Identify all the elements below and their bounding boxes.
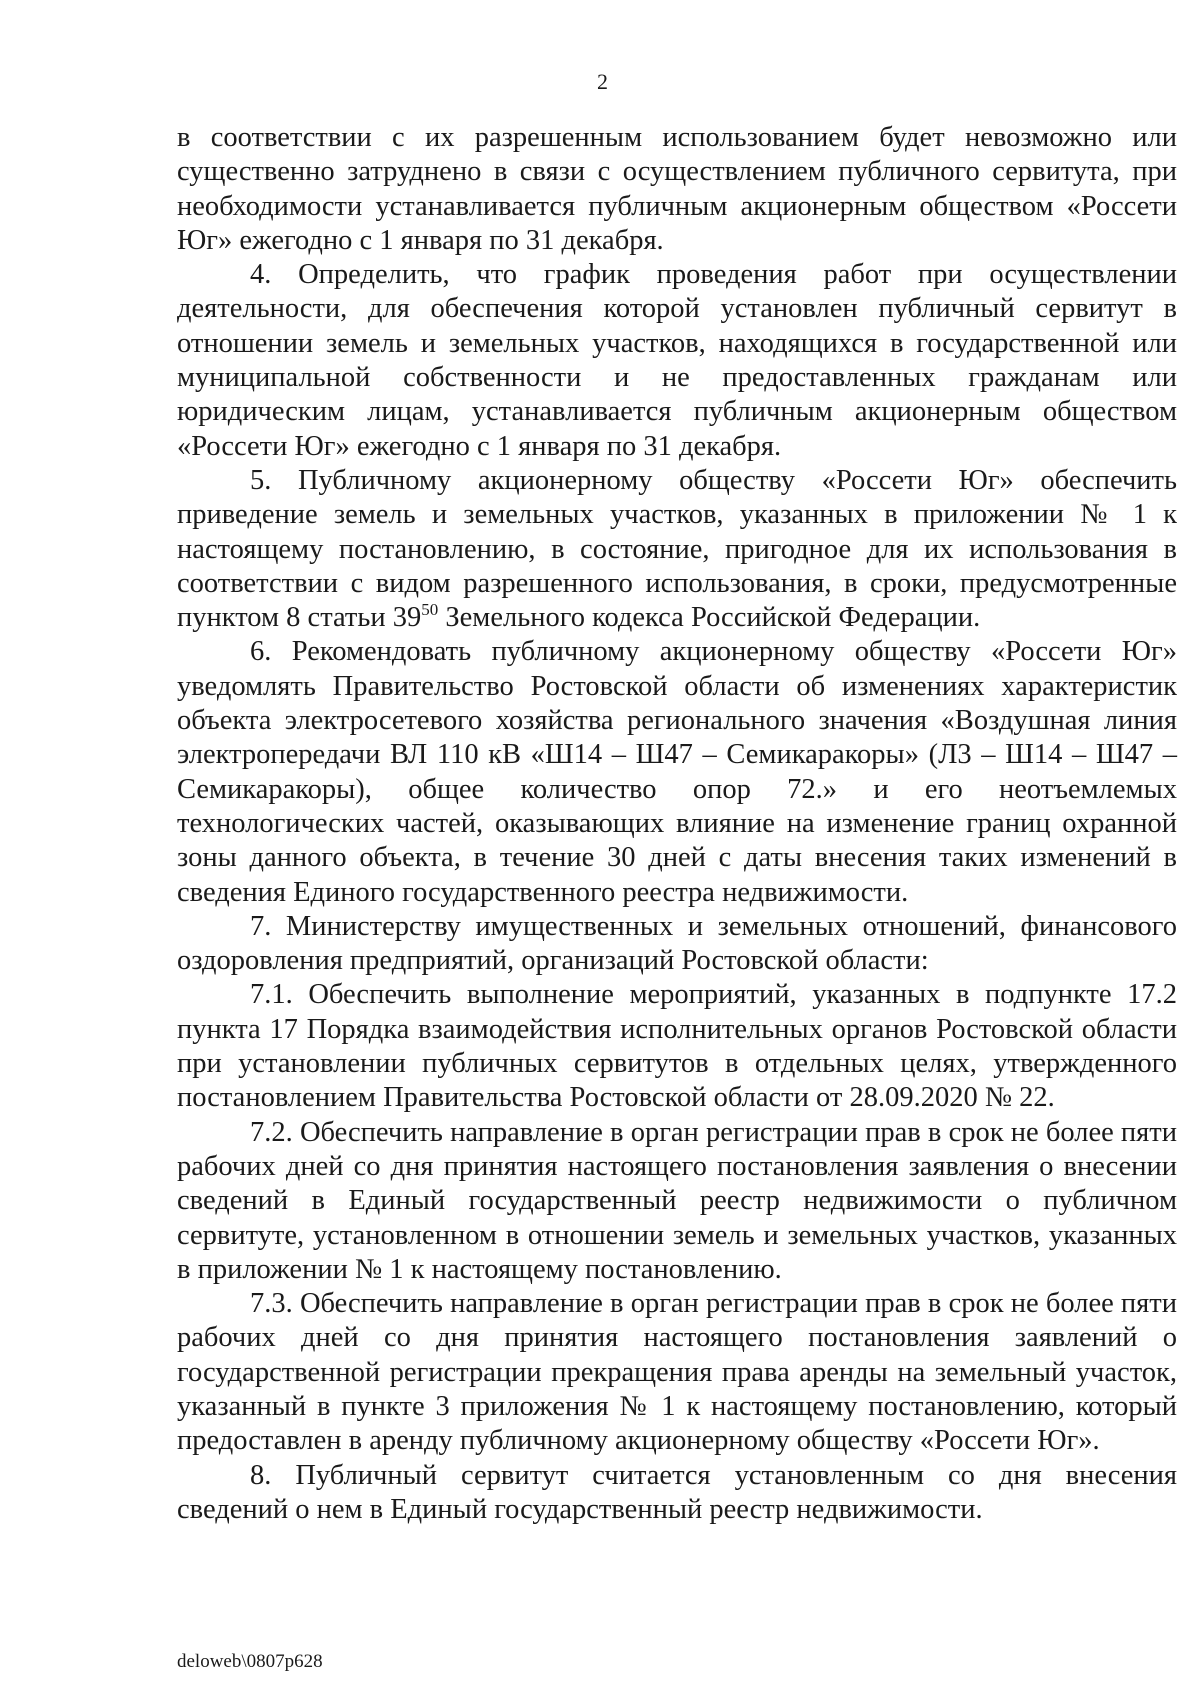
- paragraph-5-text-end: Земельного кодекса Российской Федерации.: [438, 602, 981, 634]
- paragraph-continuation: в соответствии с их разрешенным использованием будет невозможно или существенно затруднено в связи с осуществлением публичного сервитута, при необходимости устанавливается публичным акционерным обществом «Россети Юг» ежегодно с 1 января по 31 декабря.: [177, 122, 1177, 256]
- footer-document-code: deloweb\0807p628: [177, 1651, 323, 1672]
- paragraph-6: 6. Рекомендовать публичному акционерному обществу «Россети Юг» уведомлять Правительство Ростовской области об изменениях характеристик объекта электросетевого хозяйства регионального значения «Воздушная линия электропередачи ВЛ 110 кВ «Ш14 – Ш47 – Семикаракоры» (Л3 – Ш14 – Ш47 – Семикаракоры), общее количество опор 72.» и его неотъемлемых технологических частей, оказывающих влияние на изменение границ охранной зоны данного объекта, в течение 30 дней с даты внесения таких изменений в сведения Единого государственного реестра недвижимости.: [177, 636, 1177, 908]
- paragraph-7: 7. Министерству имущественных и земельных отношений, финансового оздоровления предприятий, организаций Ростовской области:: [177, 910, 1177, 977]
- paragraph-8: 8. Публичный сервитут считается установленным со дня внесения сведений о нем в Единый государственный реестр недвижимости.: [177, 1459, 1177, 1525]
- paragraph-7-3: 7.3. Обеспечить направление в орган регистрации прав в срок не более пяти рабочих дней со дня принятия настоящего постановления заявлений о государственной регистрации прекращения права аренды на земельный участок, указанный в пункте 3 приложения № 1 к настоящему постановлению, который предоставлен в аренду публичному акционерному обществу «Россети Юг».: [177, 1288, 1177, 1457]
- paragraph-5: [177, 464, 1177, 635]
- paragraph-7-2: 7.2. Обеспечить направление в орган регистрации прав в срок не более пяти рабочих дней со дня принятия настоящего постановления заявления о внесении сведений в Единый государственный реестр недвижимости о публичном сервитуте, установленном в отношении земель и земельных участков, указанных в приложении № 1 к настоящему постановлению.: [177, 1116, 1177, 1285]
- document-body: [177, 121, 1177, 1527]
- paragraph-5-text: 5. Публичному акционерному обществу «Россети Юг» обеспечить приведение земель и земельных участков, указанных в приложении № 1 к настоящему постановлению, в состояние, пригодное для их использования в соответствии с видом разрешенного использования, в сроки, предусмотренные пунктом 8 статьи 39: [177, 464, 1177, 634]
- paragraph-4: 4. Определить, что график проведения работ при осуществлении деятельности, для обеспечения которой установлен публичный сервитут в отношении земель и земельных участков, находящихся в государственной или муниципальной собственности и не предоставленных гражданам или юридическим лицам, устанавливается публичным акционерным обществом «Россети Юг» ежегодно с 1 января по 31 декабря.: [177, 259, 1177, 462]
- article-superscript: 50: [421, 600, 439, 620]
- page-number: 2: [597, 69, 608, 94]
- paragraph-7-1: 7.1. Обеспечить выполнение мероприятий, указанных в подпункте 17.2 пункта 17 Порядка взаимодействия исполнительных органов Ростовской области при установлении публичных сервитутов в отдельных целях, утвержденного постановлением Правительства Ростовской области от 28.09.2020 № 22.: [177, 979, 1177, 1114]
